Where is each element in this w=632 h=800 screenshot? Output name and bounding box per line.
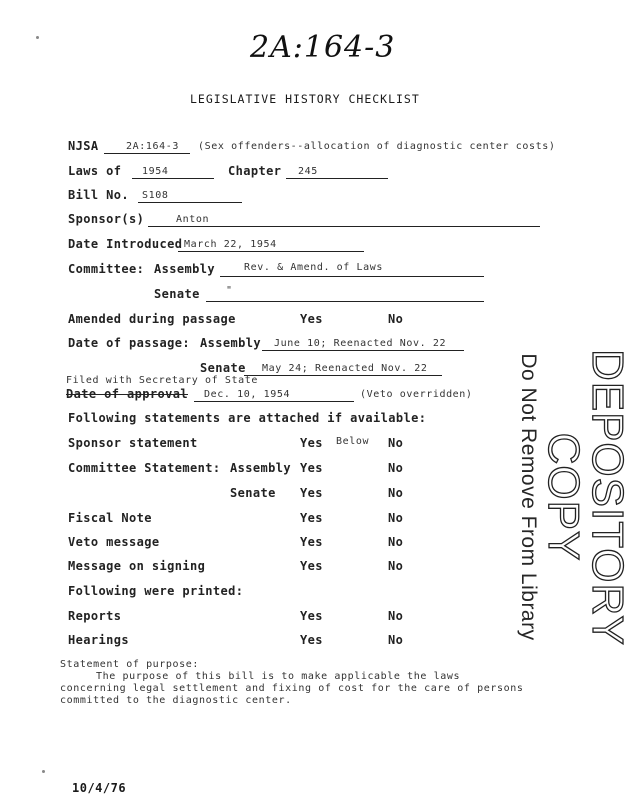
committee-statement-assembly-yes: Yes [300,461,323,475]
committee-statement-senate-no: No [388,486,404,500]
veto-message-label: Veto message [68,535,160,549]
amended-no: No [388,312,404,326]
fiscal-note-no: No [388,511,404,525]
committee-statement-senate-label: Senate [230,486,276,500]
reports-label: Reports [68,609,122,623]
chapter-label: Chapter [228,164,282,178]
passage-assembly-value: June 10; Reenacted Nov. 22 [274,338,447,349]
purpose-line-2: concerning legal settlement and fixing of cost for the care of persons [60,683,524,694]
purpose-line-3: committed to the diagnostic center. [60,695,292,706]
purpose-heading: Statement of purpose: [60,659,200,670]
veto-message-yes: Yes [300,535,323,549]
committee-assembly-label: Assembly [154,262,215,276]
laws-year-value: 1954 [142,166,169,177]
statements-heading: Following statements are attached if available: [68,411,427,425]
do-not-remove-text: Do Not Remove From Library [517,353,540,641]
date-of-passage-label: Date of passage: [68,336,190,350]
filed-with-secretary-label: Filed with Secretary of State [66,375,258,386]
laws-of-label: Laws of [68,164,122,178]
hearings-label: Hearings [68,633,129,647]
reports-no: No [388,609,404,623]
message-on-signing-yes: Yes [300,559,323,573]
passage-senate-value: May 24; Reenacted Nov. 22 [262,363,428,374]
fiscal-note-label: Fiscal Note [68,511,152,525]
sponsor-value: Anton [176,214,210,225]
handwritten-document-number: 2A:164-3 [250,30,396,65]
veto-overridden-note: (Veto overridden) [360,389,473,400]
committee-statement-label: Committee Statement: [68,461,221,475]
committee-assembly-value: Rev. & Amend. of Laws [244,262,384,273]
veto-message-no: No [388,535,404,549]
amended-yes: Yes [300,312,323,326]
sponsor-statement-yes: Yes [300,436,323,450]
passage-assembly-label: Assembly [200,336,261,350]
amended-label: Amended during passage [68,312,236,326]
bill-no-value: S108 [142,190,169,201]
footer-date: 10/4/76 [72,781,127,795]
passage-senate-label: Senate [200,361,246,375]
hearings-yes: Yes [300,633,323,647]
hearings-no: No [388,633,404,647]
committee-statement-assembly-no: No [388,461,404,475]
date-introduced-value: March 22, 1954 [184,239,277,250]
committee-label: Committee: [68,262,145,276]
date-of-approval-value: Dec. 10, 1954 [204,389,291,400]
committee-senate-value: " [226,285,233,296]
message-on-signing-label: Message on signing [68,559,206,573]
message-on-signing-no: No [388,559,404,573]
date-of-approval-label: Date of approval [66,387,188,401]
sponsor-statement-label: Sponsor statement [68,436,198,450]
scan-speck [36,36,39,39]
bill-no-label: Bill No. [68,188,129,202]
njsa-value: 2A:164-3 [126,141,179,152]
fiscal-note-yes: Yes [300,511,323,525]
sponsor-statement-below: Below [336,436,370,447]
committee-statement-assembly-label: Assembly [230,461,291,475]
purpose-line-1: The purpose of this bill is to make applicable the laws [96,671,461,682]
committee-senate-line [206,287,484,302]
reports-yes: Yes [300,609,323,623]
printed-heading: Following were printed: [68,584,244,598]
committee-statement-senate-yes: Yes [300,486,323,500]
njsa-label: NJSA [68,139,99,153]
sponsor-label: Sponsor(s) [68,212,145,226]
committee-senate-label: Senate [154,287,200,301]
njsa-description: (Sex offenders--allocation of diagnostic center costs) [198,141,556,152]
depository-copy-stamp [515,348,632,646]
page-title: LEGISLATIVE HISTORY CHECKLIST [190,92,420,106]
scan-speck [42,770,45,773]
chapter-value: 245 [298,166,318,177]
sponsor-statement-no: No [388,436,404,450]
depository-copy-text: DEPOSITORY COPY [539,348,632,646]
date-introduced-label: Date Introduced [68,237,183,251]
